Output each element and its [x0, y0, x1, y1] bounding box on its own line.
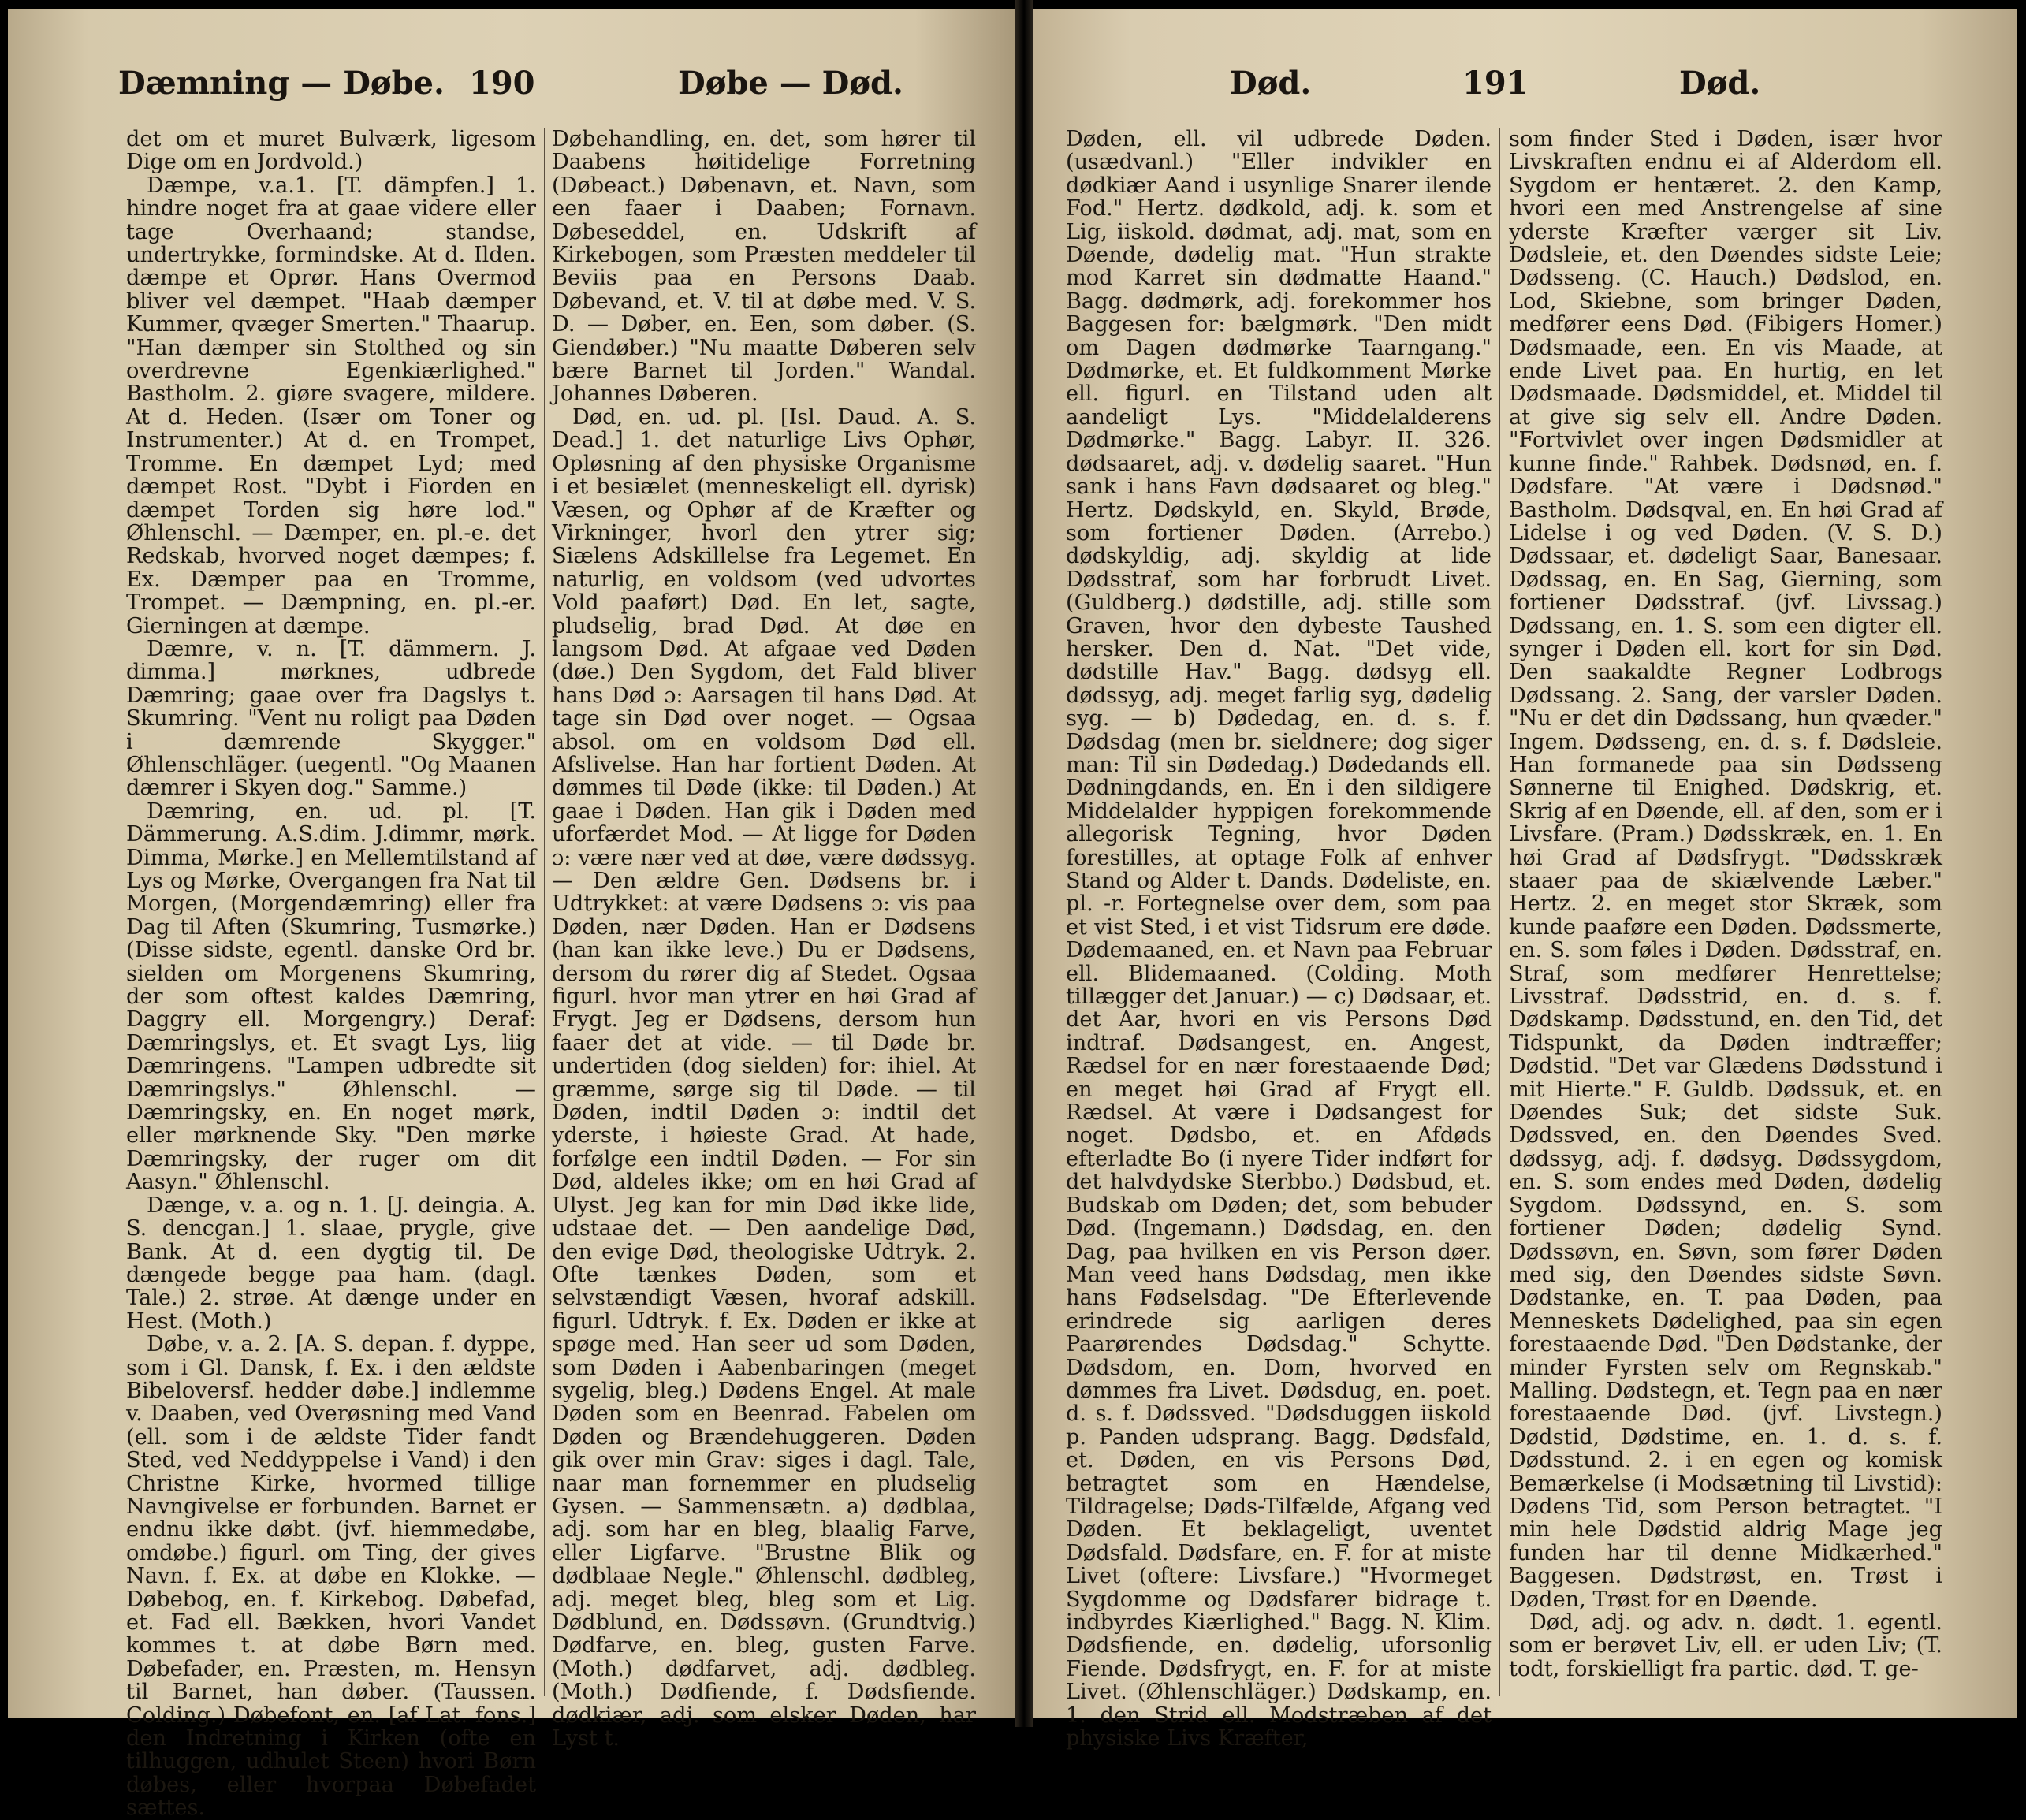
entry: Død, adj. og adv. n. dødt. 1. egentl. som er berøvet Liv, ell. er uden Liv; (T. todt, forskielligt fra partic. død. T. ge- [1509, 1610, 1942, 1681]
right-header-left: Død. [1230, 65, 1312, 102]
entry: Dæmre, v. n. [T. dämmern. J. dimma.] mørknes, udbrede Dæmring; gaae over fra Dagslys t. Skumring. "Vent nu roligt paa Døden i dæmrende Skygger." Øhlenschläger. (uegentl. "Og Maanen dæmrer i Skyen dog." Samme.) [126, 636, 536, 801]
left-header-left: Dæmning — Døbe. [118, 65, 445, 102]
right-column-1 [1066, 127, 1492, 1751]
entry: Dænge, v. a. og n. 1. [J. deingia. A. S. dencgan.] 1. slaae, prygle, give Bank. At d. een dygtig til. De dængede begge paa ham. (dagl. Tale.) 2. strøe. At dænge under en Hest. (Moth.) [126, 1193, 536, 1334]
right-page-number: 191 [1462, 65, 1529, 102]
entry: Død, en. ud. pl. [Isl. Daud. A. S. Dead.] 1. det naturlige Livs Ophør, Opløsning af den physiske Organisme i et besiælet (menneskeligt ell. dyrisk) Væsen, og Ophør af de Kræfter og Virkninger, hvorl den ytrer sig; Siælens Adskillelse fra Legemet. En naturlig, en voldsom (ved udvortes Vold paaført) Død. En let, sagte, pludselig, brad Død. At døe en langsom Død. At afgaae ved Døden (døe.) Den Sygdom, det Fald bliver hans Død ɔ: Aarsagen til hans Død. At tage sin Død over noget. — Ogsaa absol. om en voldsom Død ell. Afslivelse. Han har fortient Døden. At dømmes til Døde (ikke: til Døden.) At gaae i Døden. Han gik i Døden med uforfærdet Mod. — At ligge for Døden ɔ: være nær ved at døe, være dødssyg. — Den ældre Gen. Dødsens br. i Udtrykket: at være Dødsens ɔ: vis paa Døden, nær Døden. Han er Dødsens (han kan ikke leve.) Du er Dødsens, dersom du rører dig af Stedet. Ogsaa figurl. hvor man ytrer en høi Grad af Frygt. Jeg er Dødsens, dersom hun faaer det at vide. — til Døde br. undertiden (dog sielden) for: ihiel. At græmme, sørge sig til Døde. — til Døden, indtil Døden ɔ: indtil det yderste, i høieste Grad. At hade, forfølge een indtil Døden. — For sin Død, aldeles ikke; om en høi Grad af Ulyst. Jeg kan for min Død ikke lide, udstaae det. — Den aandelige Død, den evige Død, theologiske Udtryk. 2. Ofte tænkes Døden, som et selvstændigt Væsen, hvoraf adskill. figurl. Udtryk. f. Ex. Døden er ikke at spøge med. Han seer ud som Døden, som Døden i Aabenbaringen (meget sygelig, bleg.) Dødens Engel. At male Døden som en Beenrad. Fabelen om Døden og Brændehuggeren. Døden gik over min Grav: siges i dagl. Tale, naar man fornemmer en pludselig Gysen. — Sammensætn. a) dødblaa, adj. som har en bleg, blaalig Farve, eller Ligfarve. "Brustne Blik og dødblaae Negle." Øhlenschl. dødbleg, adj. meget bleg, bleg som et Lig. Dødblund, en. Dødssøvn. (Grundtvig.) Dødfarve, en. bleg, gusten Farve. (Moth.) dødfarvet, adj. dødbleg. (Moth.) Dødfiende, f. Dødsfiende. dødkiær, adj. som elsker Døden, har Lyst t. [552, 404, 976, 1751]
column-divider [544, 128, 545, 1696]
right-header-right: Død. [1679, 65, 1761, 102]
entry: Døbe, v. a. 2. [A. S. depan. f. dyppe, som i Gl. Dansk, f. Ex. i den ældste Bibeloversf. hedder døbe.] indlemme v. Daaben, ved Overøsning med Vand (ell. som i de ældste Tider fandt Sted, ved Neddyppelse i Vand) i den Christne Kirke, hvormed tillige Navngivelse er forbunden. Barnet er endnu ikke døbt. (jvf. hiemmedøbe, omdøbe.) figurl. om Ting, der gives Navn. f. Ex. at døbe en Klokke. — Døbebog, en. f. Kirkebog. Døbefad, et. Fad ell. Bækken, hvori Vandet kommes t. at døbe Børn med. Døbefader, en. Præsten, m. Hensyn til Barnet, han døber. (Taussen. Colding.) Døbefont, en. [af Lat. fons.] den Indretning i Kirken (ofte en tilhuggen, udhulet Steen) hvori Børn døbes, eller hvorpaa Døbefadet sættes. [126, 1332, 536, 1820]
entry: Døbehandling, en. det, som hører til Daabens høitidelige Forretning (Døbeact.) Døbenavn, et. Navn, som een faaer i Daaben; Fornavn. Døbeseddel, en. Udskrift af Kirkebogen, som Præsten meddeler til Beviis paa en Persons Daab. Døbevand, et. V. til at døbe med. V. S. D. — Døber, en. Een, som døber. (S. Giendøber.) "Nu maatte Døberen selv bære Barnet til Jorden." Wandal. Johannes Døberen. [552, 127, 976, 407]
column-divider [1499, 128, 1500, 1696]
entry: som finder Sted i Døden, især hvor Livskraften endnu ei af Alderdom ell. Sygdom er hentæret. 2. den Kamp, hvori een med Anstrengelse af sine yderste Kræfter værger sit Liv. Dødsleie, et. den Døendes sidste Leie; Dødsseng. (C. Hauch.) Dødslod, en. Lod, Skiebne, som bringer Døden, medfører eens Død. (Fibigers Homer.) Dødsmaade, een. En vis Maade, at ende Livet paa. En hurtig, en let Dødsmaade. Dødsmiddel, et. Middel til at give sig selv ell. Andre Døden. "Fortvivlet over ingen Dødsmidler at kunne finde." Rahbek. Dødsnød, en. f. Dødsfare. "At være i Dødsnød." Bastholm. Dødsqval, en. En høi Grad af Lidelse i og ved Døden. (V. S. D.) Dødssaar, et. dødeligt Saar, Banesaar. Dødssag, en. En Sag, Gierning, som fortiener Dødsstraf. (jvf. Livssag.) Dødssang, en. 1. S. som een digter ell. synger i Døden ell. kort for sin Død. Den saakaldte Regner Lodbrogs Dødssang. 2. Sang, der varsler Døden. "Nu er det din Dødssang, hun qvæder." Ingem. Dødsseng, en. d. s. f. Dødsleie. Han formanede paa sin Dødsseng Sønnerne til Enighed. Dødskrig, et. Skrig af en Døende, ell. af den, som er i Livsfare. (Pram.) Dødsskræk, en. 1. En høi Grad af Dødsfrygt. "Dødsskræk staaer paa de skiælvende Læber." Hertz. 2. en meget stor Skræk, som kunde paaføre een Døden. Dødssmerte, en. S. som føles i Døden. Dødsstraf, en. Straf, som medfører Henrettelse; Livsstraf. Dødsstrid, en. d. s. f. Dødskamp. Dødsstund, en. den Tid, det Tidspunkt, da Døden indtræffer; Dødstid. "Det var Glædens Dødsstund i mit Hierte." F. Guldb. Dødssuk, et. en Døendes Suk; det sidste Suk. Dødssved, en. den Døendes Sved. dødssyg, adj. f. dødsyg. Dødssygdom, en. S. som endes med Døden, dødelig Sygdom. Dødssynd, en. S. som fortiener Døden; dødelig Synd. Dødssøvn, en. Søvn, som fører Døden med sig, den Døendes sidste Søvn. Dødstanke, en. T. paa Døden, paa Menneskets Dødelighed, paa sin egen forestaaende Død. "Den Dødstanke, der minder Fyrsten selv om Regnskab." Malling. Dødstegn, et. Tegn paa en nær forestaaende Død. (jvf. Livstegn.) Dødstid, Dødstime, en. 1. d. s. f. Dødsstund. 2. i en egen og komisk Bemærkelse (i Modsætning til Livstid): Dødens Tid, som Person betragtet. "I min hele Dødstid aldrig Mage jeg funden har til denne Midkærhed." Baggesen. Dødstrøst, en. Trøst i Døden, Trøst for en Døende. [1509, 127, 1942, 1612]
left-column-1 [126, 127, 536, 1820]
left-page-number: 190 [469, 65, 535, 102]
right-column-2 [1509, 128, 1942, 1696]
entry: Døden, ell. vil udbrede Døden. (usædvanl.) "Eller indvikler en dødkiær Aand i usynlige Snarer ilende Fod." Hertz. dødkold, adj. k. som et Lig, iiskold. dødmat, adj. mat, som en Døende, dødelig mat. "Hun strakte mod Karret sin dødmatte Haand." Bagg. dødmørk, adj. forekommer hos Baggesen for: bælgmørk. "Den midt om Dagen dødmørke Taarngang." Dødmørke, et. Et fuldkomment Mørke ell. figurl. en Tilstand uden alt aandeligt Lys. "Middelalderens Dødmørke." Bagg. Labyr. II. 326. dødsaaret, adj. v. dødelig saaret. "Hun sank i hans Favn dødsaaret og bleg." Hertz. Dødskyld, en. Skyld, Brøde, som fortiener Døden. (Arrebo.) dødskyldig, adj. skyldig at lide Dødsstraf, som har forbrudt Livet. (Guldberg.) dødstille, adj. stille som Graven, hvor den dybeste Taushed hersker. Den d. Nat. "Det vide, dødstille Hav." Bagg. dødsyg ell. dødssyg, adj. meget farlig syg, dødelig syg. — b) Dødedag, en. d. s. f. Dødsdag (men br. sieldnere; dog siger man: Til sin Dødedag.) Dødedands ell. Dødningdands, en. En i den sildigere Middelalder hyppigen forekommende allegorisk Tegning, hvor Døden forestilles, at optage Folk af enhver Stand og Alder t. Dands. Dødeliste, en. pl. -r. Fortegnelse over dem, som paa et vist Sted, i et vist Tidsrum ere døde. Dødemaaned, en. et Navn paa Februar ell. Blidemaaned. (Colding. Moth tillægger det Januar.) — c) Dødsaar, et. det Aar, hvori en vis Persons Død indtraf. Dødsangest, en. Angest, Rædsel for en nær forestaaende Død; en meget høi Grad af Frygt ell. Rædsel. At være i Dødsangest for noget. Dødsbo, et. en Afdøds efterladte Bo (i nyere Tider indført for det halvdydske Sterbbo.) Dødsbud, et. Budskab om Døden; det, som bebuder Død. (Ingemann.) Dødsdag, en. den Dag, paa hvilken en vis Person døer. Man veed hans Dødsdag, men ikke hans Fødselsdag. "De Efterlevende erindrede sig aarligen deres Paarørendes Dødsdag." Schytte. Dødsdom, en. Dom, hvorved en dømmes fra Livet. Dødsdug, en. poet. d. s. f. Dødssved. "Dødsduggen iiskold p. Panden udsprang. Bagg. Dødsfald, et. Døden, en vis Persons Død, betragtet som en Hændelse, Tildragelse; Døds-Tilfælde, Afgang ved Døden. Et beklageligt, uventet Dødsfald. Dødsfare, en. F. for at miste Livet (oftere: Livsfare.) "Hvormeget Sygdomme og Dødsfarer bidrage t. indbyrdes Kiærlighed." Bagg. N. Klim. Dødsfiende, en. dødelig, uforsonlig Fiende. Dødsfrygt, en. F. for at miste Livet. (Øhlenschläger.) Dødskamp, en. 1. den Strid ell. Modstræben af det physiske Livs Kræfter, [1066, 127, 1492, 1751]
entry: Dæmring, en. ud. pl. [T. Dämmerung. A.S.dim. J.dimmr, mørk. Dimma, Mørke.] en Mellemtilstand af Lys og Mørke, Overgangen fra Nat til Morgen, (Morgendæmring) eller fra Dag til Aften (Skumring, Tusmørke.) (Disse sidste, egentl. danske Ord br. sielden om Morgenens Skumring, der som oftest kaldes Dæmring, Daggry ell. Morgengry.) Deraf: Dæmringslys, et. Et svagt Lys, liig Dæmringens. "Lampen udbredte sit Dæmringslys." Øhlenschl. — Dæmringsky, en. En noget mørk, eller mørknende Sky. "Den mørke Dæmringsky, der ruger om dit Aasyn." Øhlenschl. [126, 798, 536, 1195]
right-page [1033, 9, 2017, 1751]
entry: det om et muret Bulværk, ligesom Dige om en Jordvold.) [126, 127, 536, 175]
entry: Dæmpe, v.a.1. [T. dämpfen.] 1. hindre noget fra at gaae videre eller tage Overhaand; standse, undertrykke, formindske. At d. Ilden. dæmpe et Oprør. Hans Overmod bliver vel dæmpet. "Haab dæmper Kummer, qvæger Smerten." Thaarup. "Han dæmper sin Stolthed og sin overdrevne Egenkiærlighed." Bastholm. 2. giøre svagere, mildere. At d. Heden. (Især om Toner og Instrumenter.) At d. en Trompet, Tromme. En dæmpet Lyd; med dæmpet Rost. "Dybt i Fiorden en dæmpet Torden sig høre lod." Øhlenschl. — Dæmper, en. pl.-e. det Redskab, hvorved noget dæmpes; f. Ex. Dæmper paa en Tromme, Trompet. — Dæmpning, en. pl.-er. Gierningen at dæmpe. [126, 173, 536, 638]
left-header-right: Døbe — Død. [678, 65, 903, 102]
left-page [8, 9, 1015, 1820]
left-column-2 [552, 127, 976, 1751]
book-gutter [1015, 0, 1033, 1727]
